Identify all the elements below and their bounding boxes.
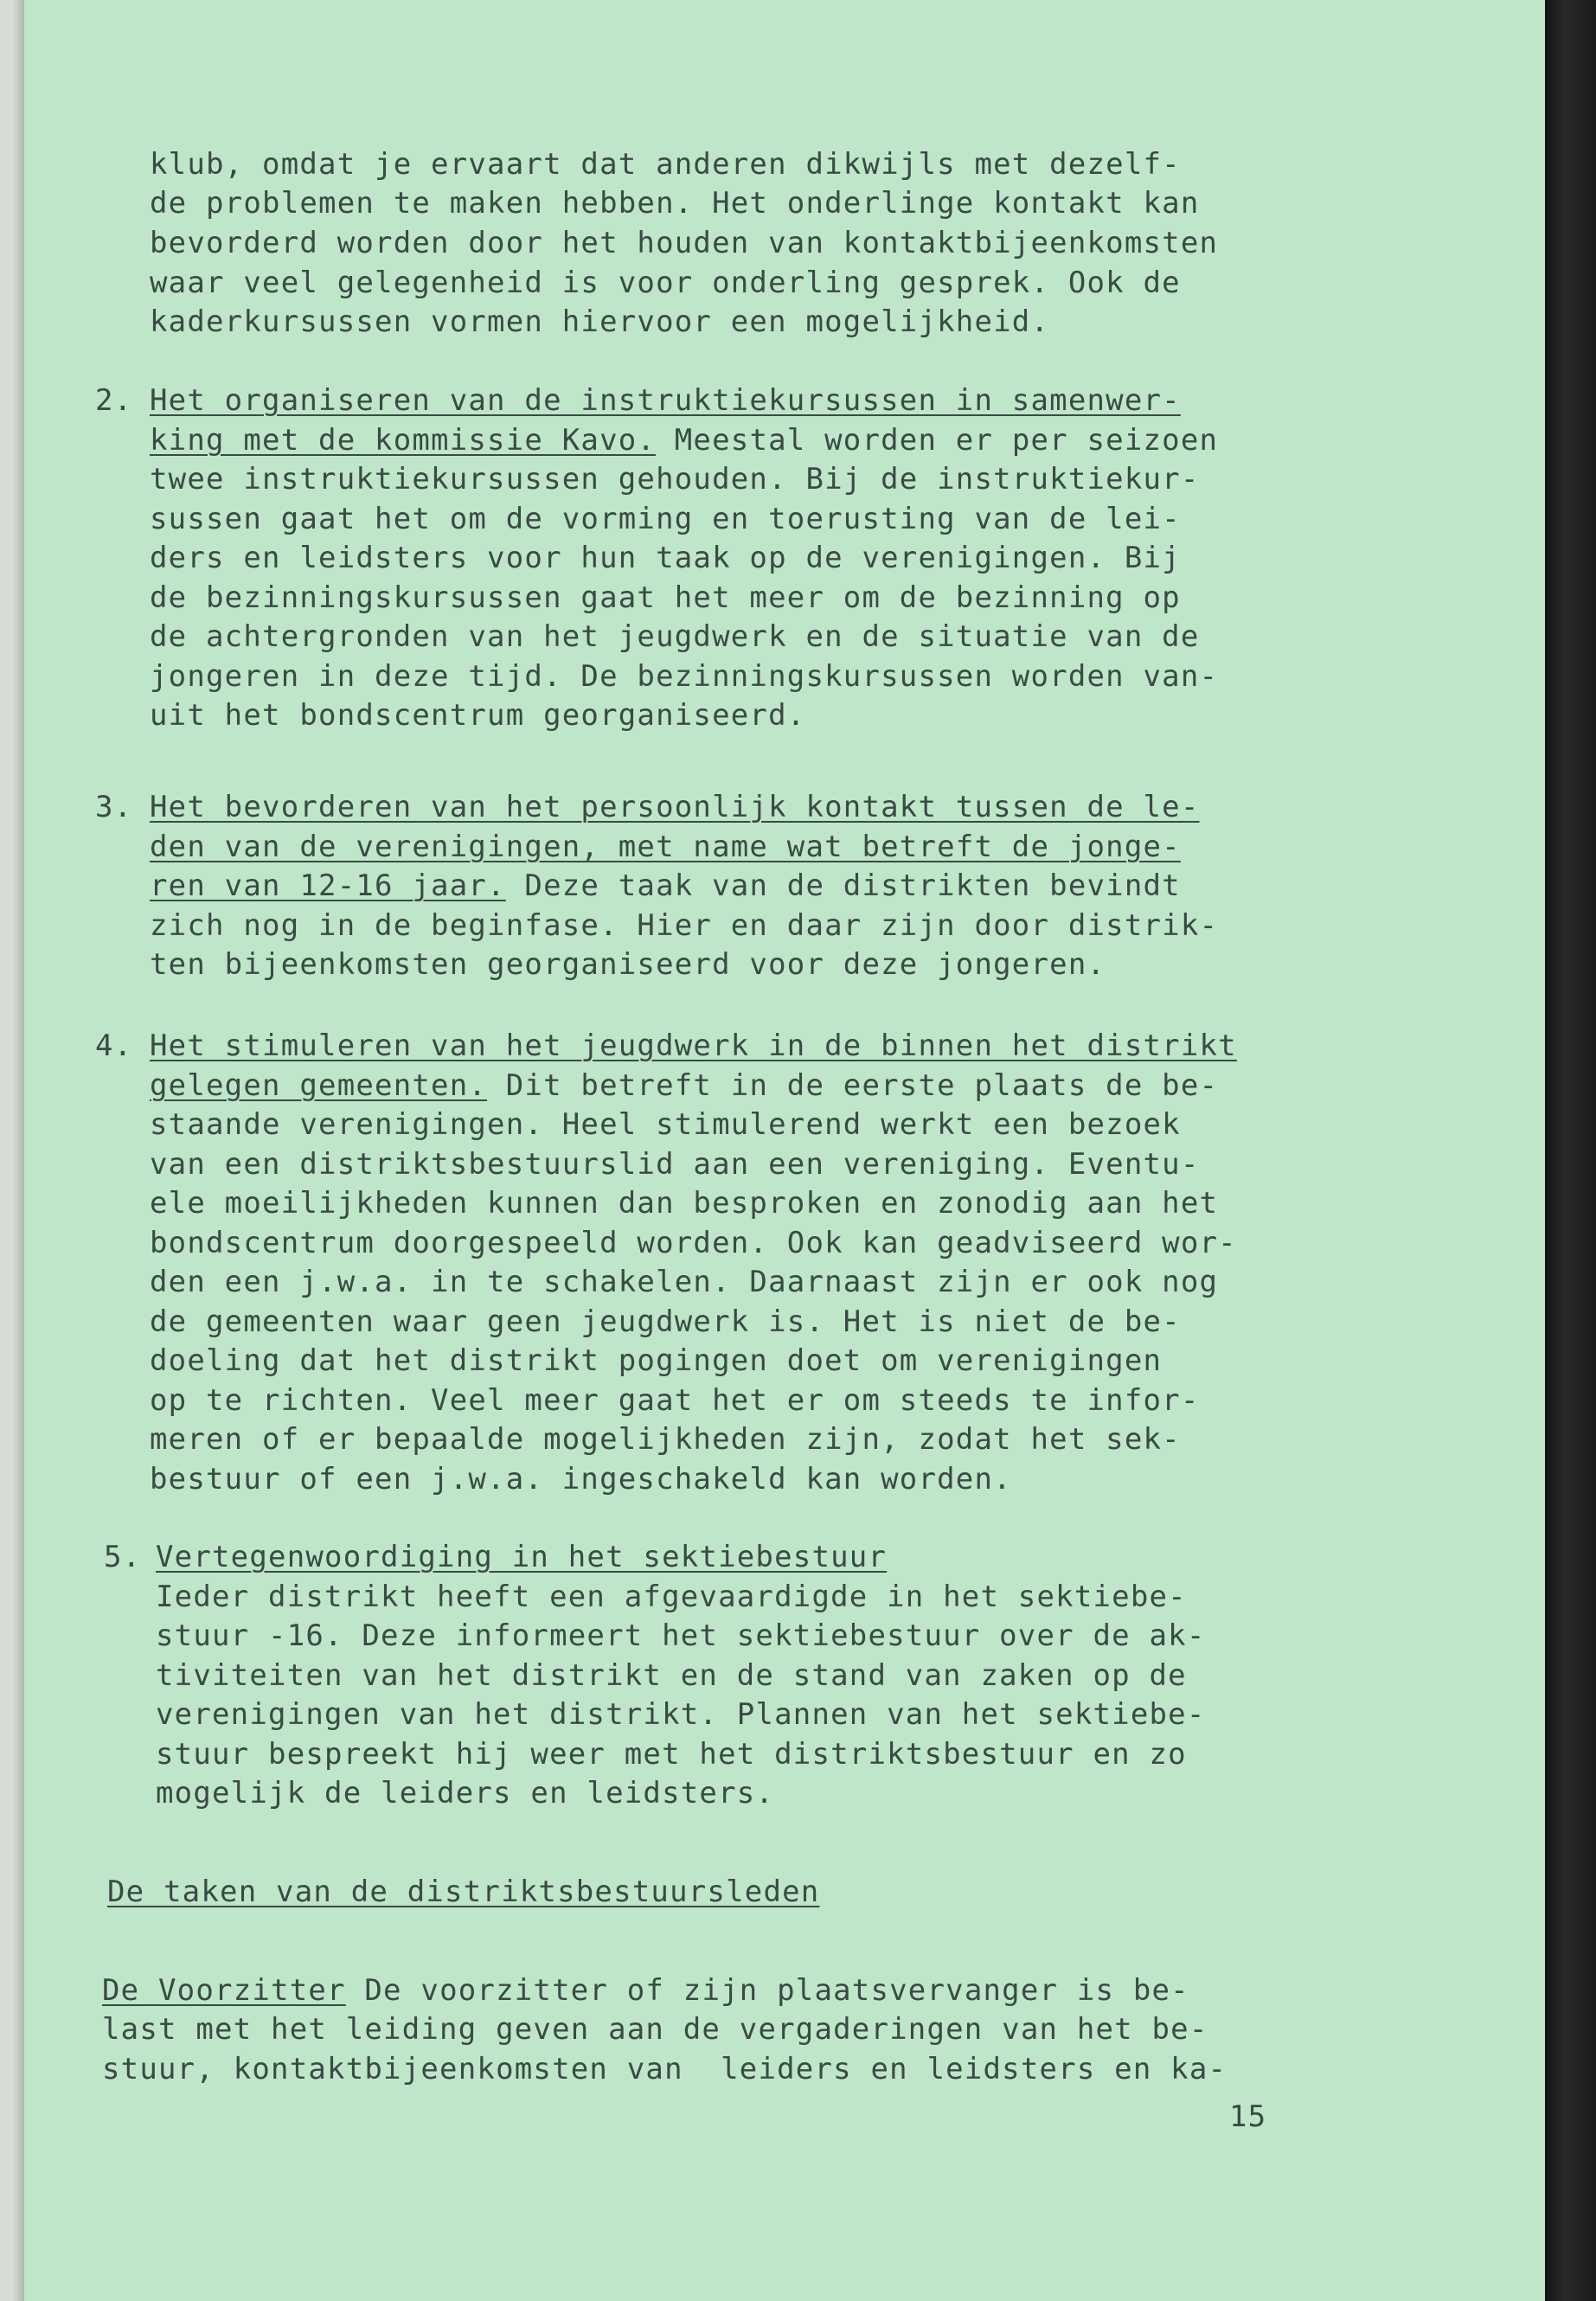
text-line: ten bijeenkomsten georganiseerd voor deze jongeren.	[150, 947, 1106, 982]
text-span: Dit betreft in de eerste plaats de be-	[487, 1068, 1219, 1103]
text-line: twee instruktiekursussen gehouden. Bij de instruktiekur-	[150, 462, 1200, 497]
text-line: sussen gaat het om de vorming en toerusting van de lei-	[150, 502, 1181, 536]
text-line: waar veel gelegenheid is voor onderling gesprek. Ook de	[150, 266, 1181, 300]
item-title: den van de verenigingen, met name wat betreft de jonge-	[150, 830, 1181, 864]
item-number: 2.	[95, 383, 133, 418]
text-line: stuur -16. Deze informeert het sektiebestuur over de ak-	[156, 1618, 1206, 1653]
item-number: 3.	[95, 790, 133, 824]
text-line	[150, 1067, 1218, 1106]
text-line	[150, 867, 1181, 906]
text-line: ele moeilijkheden kunnen dan besproken en zonodig aan het	[150, 1186, 1219, 1221]
text-line: bondscentrum doorgespeeld worden. Ook kan geadviseerd wor-	[150, 1226, 1237, 1260]
text-line: de gemeenten waar geen jeugdwerk is. Het is niet de be-	[150, 1304, 1181, 1339]
text-line: staande verenigingen. Heel stimulerend werkt een bezoek	[150, 1107, 1181, 1142]
item-title: Vertegenwoordiging in het sektiebestuur	[156, 1540, 888, 1574]
text-line: kaderkursussen vormen hiervoor een mogelijkheid.	[150, 304, 1050, 339]
page-number: 15	[1229, 2099, 1267, 2134]
page-content	[24, 0, 1545, 2301]
text-line: doeling dat het distrikt pogingen doet om verenigingen	[150, 1343, 1163, 1378]
item-title: ren van 12-16 jaar.	[150, 868, 506, 903]
text-line: jongeren in deze tijd. De bezinningskursussen worden van-	[150, 659, 1219, 694]
text-line: klub, omdat je ervaart dat anderen dikwijls met dezelf-	[150, 147, 1181, 182]
text-line: uit het bondscentrum georganiseerd.	[150, 698, 806, 733]
text-line: tiviteiten van het distrikt en de stand van zaken op de	[156, 1658, 1187, 1693]
item-title: Het stimuleren van het jeugdwerk in de binnen het distrikt	[150, 1029, 1237, 1063]
text-line: de achtergronden van het jeugdwerk en de situatie van de	[150, 619, 1200, 654]
text-span: De voorzitter of zijn plaatsvervanger is be-	[345, 1973, 1189, 2008]
text-line: stuur bespreekt hij weer met het distriktsbestuur en zo	[156, 1737, 1187, 1772]
text-line: mogelijk de leiders en leidsters.	[156, 1776, 775, 1811]
text-line: Ieder distrikt heeft een afgevaardigde in het sektiebe-	[156, 1580, 1187, 1614]
item-number: 5.	[104, 1540, 142, 1574]
item-title: Het organiseren van de instruktiekursussen in samenwer-	[150, 383, 1181, 418]
item-number: 4.	[95, 1029, 133, 1063]
item-title: Het bevorderen van het persoonlijk kontakt tussen de le-	[150, 790, 1200, 824]
text-line: de bezinningskursussen gaat het meer om de bezinning op	[150, 580, 1181, 615]
text-line: ders en leidsters voor hun taak op de verenigingen. Bij	[150, 541, 1181, 575]
text-line: last met het leiding geven aan de vergaderingen van het be-	[102, 2012, 1208, 2047]
text-line: bevorderd worden door het houden van kontaktbijeenkomsten	[150, 226, 1219, 260]
section-heading: De taken van de distriktsbestuursleden	[107, 1875, 820, 1909]
text-span: Meestal worden er per seizoen	[656, 423, 1219, 458]
text-line: de problemen te maken hebben. Het onderlinge kontakt kan	[150, 186, 1200, 221]
text-line: zich nog in de beginfase. Hier en daar zijn door distrik-	[150, 908, 1219, 943]
voorzitter-label: De Voorzitter	[102, 1973, 346, 2008]
text-line: stuur, kontaktbijeenkomsten van leiders en leidsters en ka-	[102, 2052, 1227, 2086]
page-left-edge	[12, 0, 24, 2301]
item-title: king met de kommissie Kavo.	[150, 423, 657, 458]
document-page	[24, 0, 1545, 2301]
text-line: van een distriktsbestuurslid aan een vereniging. Eventu-	[150, 1147, 1200, 1182]
page-right-edge	[1545, 0, 1596, 2301]
text-span: Deze taak van de distrikten bevindt	[505, 868, 1181, 903]
text-line: verenigingen van het distrikt. Plannen van het sektiebe-	[156, 1697, 1206, 1732]
text-line: den een j.w.a. in te schakelen. Daarnaast zijn er ook nog	[150, 1265, 1219, 1299]
text-line: op te richten. Veel meer gaat het er om steeds te infor-	[150, 1383, 1200, 1418]
text-line	[102, 1971, 1189, 2010]
text-line	[150, 421, 1218, 460]
item-title: gelegen gemeenten.	[150, 1068, 488, 1103]
text-line: bestuur of een j.w.a. ingeschakeld kan worden.	[150, 1462, 1012, 1497]
text-line: meren of er bepaalde mogelijkheden zijn, zodat het sek-	[150, 1422, 1181, 1457]
